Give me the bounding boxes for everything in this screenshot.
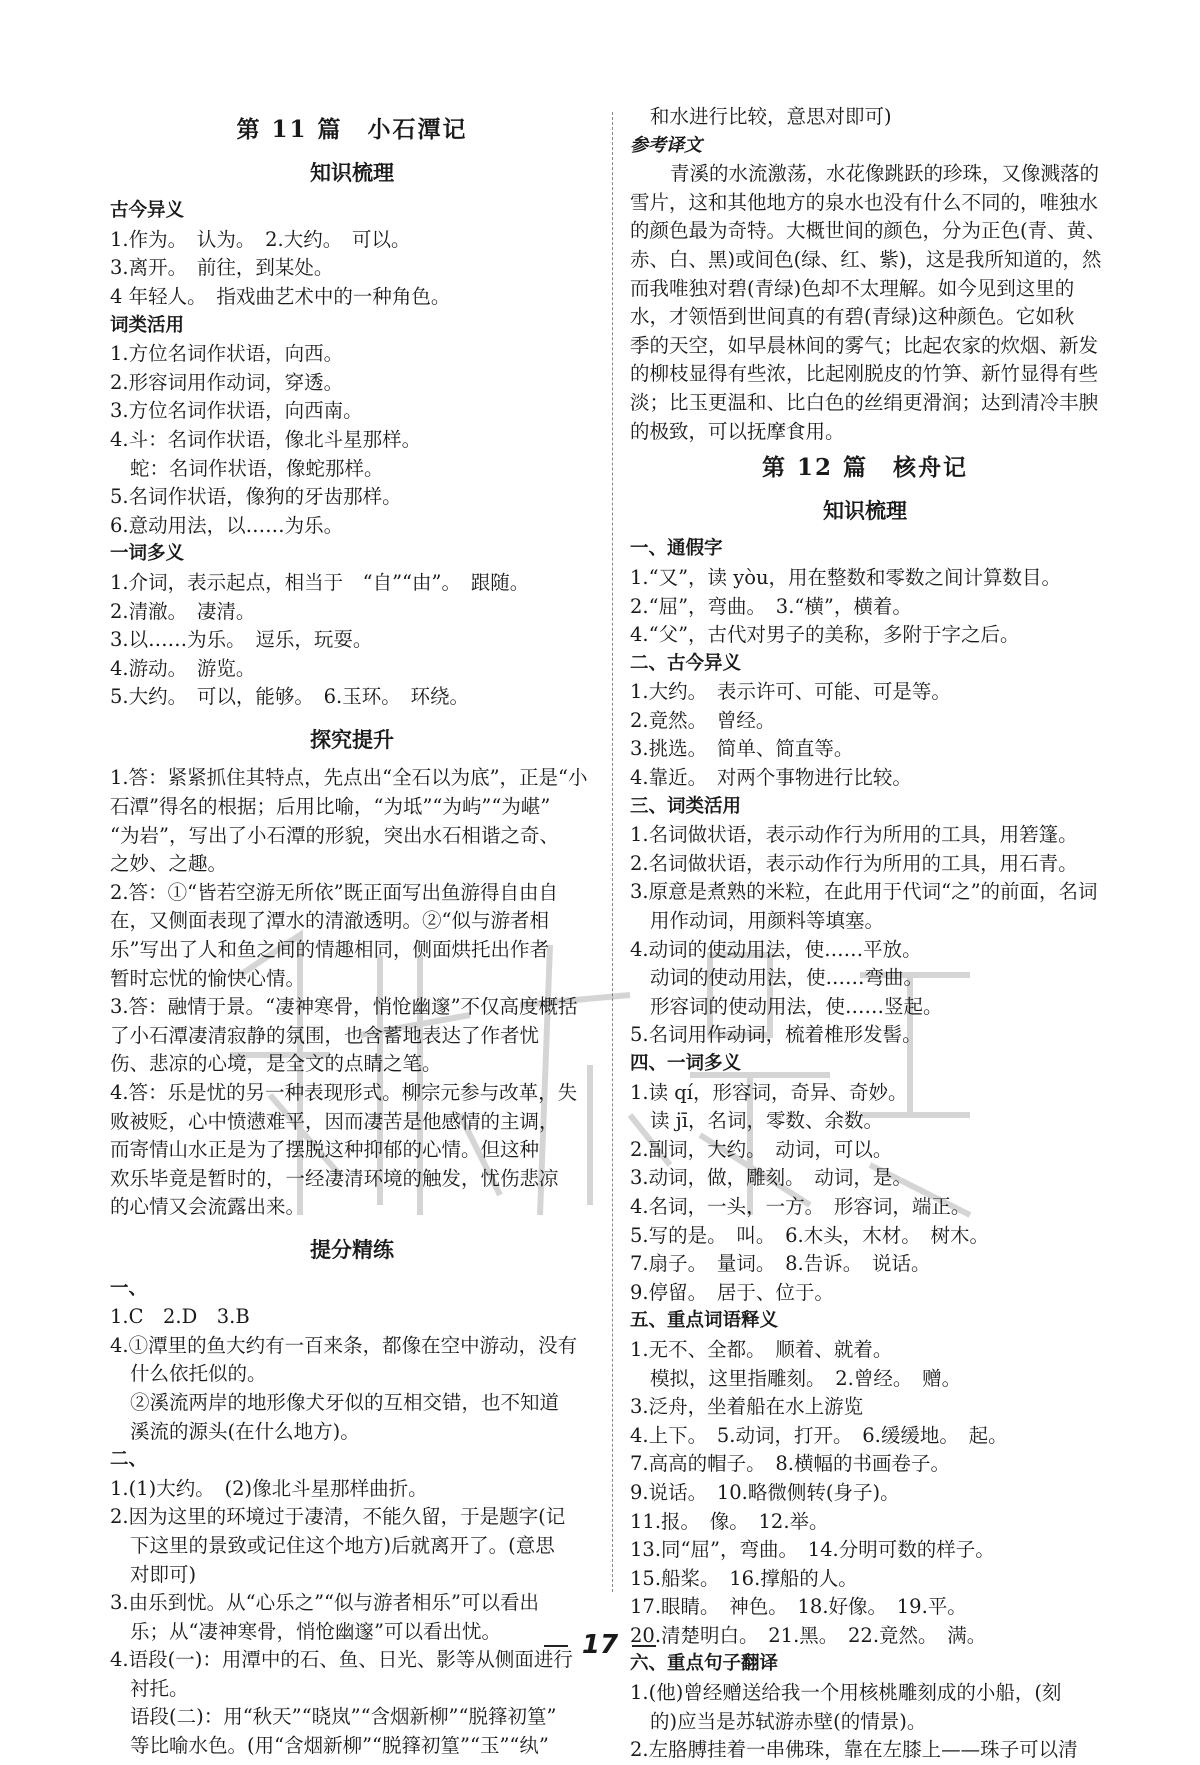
text-line: 7.扇子。 量词。 8.告诉。 说话。 [630, 1252, 931, 1276]
text-line: “为岩”，写出了小石潭的形貌，突出水石相谐之奇、 [110, 823, 559, 847]
text-line: 4.“父”，古代对男子的美称，多附于字之后。 [630, 623, 1020, 647]
text-line: 3.答：融情于景。“凄神寒骨，悄怆幽邃”不仅高度概括 [110, 995, 578, 1019]
text-line: 对即可) [130, 1562, 197, 1586]
text-line: 2.竟然。 曾经。 [630, 708, 776, 732]
text-line: 1.大约。 表示许可、可能、可是等。 [630, 680, 951, 704]
text-line: 季的天空，如早晨林间的雾气；比起农家的炊烟、新发 [630, 333, 1099, 357]
text-line: 4.动词的使动用法，使……平放。 [630, 937, 922, 961]
column-divider [612, 112, 613, 1592]
text-line: 2.名词做状语，表示动作行为所用的工具，用石青。 [630, 851, 1078, 875]
text-line: 2.“屈”，弯曲。 3.“横”，横着。 [630, 594, 912, 618]
heading-part-1: 一、 [110, 1277, 148, 1299]
text-line: 败被贬，心中愤懑难平，因而凄苦是他感情的主调， [110, 1109, 559, 1133]
text-line: 5.写的是。 叫。 6.木头，木材。 树木。 [630, 1223, 989, 1247]
text-line: 乐；从“凄神寒骨，悄怆幽邃”可以看出忧。 [130, 1619, 501, 1643]
text-line: 衬托。 [130, 1676, 189, 1700]
text-line: 9.停留。 居于、位于。 [630, 1280, 834, 1304]
text-line: 石潭”得名的根据；后用比喻，“为坻”“为屿”“为嵁” [110, 795, 551, 819]
section-knowledge-12: 知识梳理 [823, 498, 907, 523]
text-line: 1.C 2.D 3.B [110, 1305, 250, 1329]
text-line: 5.名词作状语，像狗的牙齿那样。 [110, 485, 402, 509]
text-line: ②溪流两岸的地形像犬牙似的互相交错，也不知道 [130, 1390, 560, 1414]
text-line: 什么依托似的。 [130, 1362, 267, 1386]
text-line: 溪流的源头(在什么地方)。 [130, 1419, 360, 1443]
text-line: 的颜色最为奇特。大概世间的颜色，分为正色(青、黄、 [630, 219, 1106, 243]
heading-key-words: 五、重点词语释义 [630, 1310, 779, 1332]
text-line: 1.“又”，读 yòu，用在整数和零数之间计算数目。 [630, 565, 1062, 589]
text-line: 2.副词，大约。 动词，可以。 [630, 1137, 893, 1161]
text-line: 1.名词做状语，表示动作行为所用的工具，用箬篷。 [630, 823, 1078, 847]
text-line: 5.名词用作动词，梳着椎形发髻。 [630, 1023, 922, 1047]
text-line: 了小石潭凄清寂静的氛围，也含蓄地表达了作者忧 [110, 1023, 540, 1047]
heading-key-sentences: 六、重点句子翻译 [630, 1653, 779, 1675]
page-number-text: 17 [581, 1630, 619, 1660]
text-line: 1.作为。 认为。 2.大约。 可以。 [110, 227, 411, 251]
text-line: 3.挑选。 简单、简直等。 [630, 737, 854, 761]
section-knowledge-11: 知识梳理 [310, 160, 394, 185]
text-line: 3.原意是煮熟的米粒，在此用于代词“之”的前面，名词 [630, 880, 1098, 904]
page-number-dash-left [544, 1645, 568, 1647]
text-line: 3.离开。 前往，到某处。 [110, 256, 334, 280]
heading-gujin-12: 二、古今异义 [630, 652, 742, 674]
section-practice: 提分精练 [310, 1237, 394, 1262]
text-line: 3.方位名词作状语，向西南。 [110, 399, 363, 423]
text-line: 3.动词，做，雕刻。 动词，是。 [630, 1166, 912, 1190]
text-line: 7.高高的帽子。 8.横幅的书画卷子。 [630, 1452, 950, 1476]
text-line: 4.游动。 游览。 [110, 656, 256, 680]
heading-cilei-11: 词类活用 [110, 314, 185, 336]
text-line: 淡；比玉更温和、比白色的丝绢更滑润；达到清冷丰腴 [630, 390, 1099, 414]
text-line: 之妙、之趣。 [110, 852, 228, 876]
page-number [0, 1630, 1200, 1660]
heading-tongjia: 一、通假字 [630, 538, 723, 560]
text-line: 5.大约。 可以，能够。 6.玉环。 环绕。 [110, 685, 469, 709]
text-line: 的极致，可以抚摩食用。 [630, 419, 845, 443]
text-line: 4 年轻人。 指戏曲艺术中的一种角色。 [110, 284, 451, 308]
right-column [630, 103, 1106, 1765]
text-line: 1.答：紧紧抓住其特点，先点出“全石以为底”，正是“小 [110, 766, 588, 790]
text-line: 下这里的景致或记住这个地方)后就离开了。(意思 [130, 1533, 555, 1557]
left-column [110, 108, 594, 1761]
heading-part-2: 二、 [110, 1449, 148, 1471]
text-line: 3.由乐到忧。从“心乐之”“似与游者相乐”可以看出 [110, 1591, 539, 1615]
text-line: 乐”写出了人和鱼之间的情趣相同，侧面烘托出作者 [110, 938, 549, 962]
text-line: 在，又侧面表现了潭水的清澈透明。②“似与游者相 [110, 909, 549, 933]
section-explore: 探究提升 [310, 727, 394, 752]
text-line: 9.说话。 10.略微侧转(身子)。 [630, 1480, 900, 1504]
heading-gujin-11: 古今异义 [110, 200, 185, 222]
text-line: 1.(他)曾经赠送给我一个用核桃雕刻成的小船，(刻 [630, 1681, 1062, 1705]
text-line: 模拟，这里指雕刻。 2.曾经。 赠。 [650, 1366, 962, 1390]
lesson-11-title: 第 11 篇 小石潭记 [236, 116, 468, 143]
page-number-dash-right [632, 1645, 656, 1647]
text-line: 3.以……为乐。 逗乐，玩耍。 [110, 628, 373, 652]
text-line: 的柳枝显得有些浓，比起刚脱皮的竹笋、新竹显得有些 [630, 362, 1099, 386]
text-line: 11.报。 像。 12.举。 [630, 1509, 829, 1533]
text-line: 17.眼睛。 神色。 18.好像。 19.平。 [630, 1595, 967, 1619]
text-line: 用作动词，用颜料等填塞。 [650, 909, 885, 933]
text-line: 15.船桨。 16.撑船的人。 [630, 1566, 858, 1590]
text-line: 4.名词，一头，一方。 形容词，端正。 [630, 1194, 971, 1218]
heading-yici-11: 一词多义 [110, 543, 185, 565]
text-line: 4.答：乐是忧的另一种表现形式。柳宗元参与改革，失 [110, 1081, 578, 1104]
text-line: 青溪的水流激荡，水花像跳跃的珍珠，又像溅落的 [670, 162, 1100, 186]
lesson-12-title: 第 12 篇 核舟记 [761, 454, 969, 482]
text-line: 欢乐毕竟是暂时的，一经凄清环境的触发，忧伤悲凉 [110, 1166, 559, 1190]
text-line: 4.靠近。 对两个事物进行比较。 [630, 766, 912, 790]
text-line: 4.斗：名词作状语，像北斗星那样。 [110, 427, 422, 451]
text-line: 1.(1)大约。 (2)像北斗星那样曲折。 [110, 1476, 428, 1500]
text-line: 2.因为这里的环境过于凄清，不能久留，于是题字(记 [110, 1505, 566, 1529]
text-line: 赤、白、黑)或间色(绿、红、紫)，这是我所知道的，然 [630, 247, 1102, 271]
text-line: 形容词的使动用法，使……竖起。 [650, 994, 943, 1018]
text-line: 4.上下。 5.动词，打开。 6.缓缓地。 起。 [630, 1423, 1008, 1447]
text-line: 而我唯独对碧(青绿)色却不太理解。如今见到这里的 [630, 276, 1075, 300]
text-line: 而寄情山水正是为了摆脱这种抑郁的心情。但这种 [110, 1138, 540, 1162]
text-line: 3.泛舟，坐着船在水上游览 [630, 1395, 864, 1419]
text-line: 语段(二)：用“秋天”“晓岚”“含烟新柳”“脱箨初篁” [130, 1705, 557, 1729]
text-line: 2.答：①“皆若空游无所依”既正面写出鱼游得自由自 [110, 880, 559, 904]
text-line: 1.方位名词作状语，向西。 [110, 342, 344, 366]
text-line: 6.意动用法，以……为乐。 [110, 513, 344, 537]
text-line: 4.语段(一)：用潭中的石、鱼、日光、影等从侧面进行 [110, 1648, 573, 1672]
text-line: 伤、悲凉的心境，是全文的点睛之笔。 [110, 1052, 442, 1076]
text-line: 等比喻水色。(用“含烟新柳”“脱箨初篁”“玉”“纨” [130, 1734, 549, 1758]
text-line: 和水进行比较，意思对即可) [650, 105, 892, 128]
text-line: 2.清澈。 凄清。 [110, 599, 256, 623]
text-line: 13.同“屈”，弯曲。 14.分明可数的样子。 [630, 1538, 995, 1562]
heading-yici-12: 四、一词多义 [630, 1053, 742, 1074]
heading-translation: 参考译文 [630, 134, 702, 156]
text-line: 雪片，这和其他地方的泉水也没有什么不同的，唯独水 [630, 190, 1099, 214]
text-line: 1.无不、全都。 顺着、就着。 [630, 1337, 893, 1361]
text-line: 1.介词，表示起点，相当于 “自”“由”。 跟随。 [110, 570, 530, 594]
text-line: 水，才领悟到世间真的有碧(青绿)这种颜色。它如秋 [630, 305, 1075, 329]
text-line: 20.清楚明白。 21.黑。 22.竟然。 满。 [630, 1623, 987, 1647]
text-line: 蛇：名词作状语，像蛇那样。 [130, 456, 384, 480]
text-line: 的心情又会流露出来。 [110, 1195, 306, 1219]
text-line: 的)应当是苏轼游赤壁(的情景)。 [650, 1709, 927, 1733]
text-line: 暂时忘忧的愉快心情。 [110, 966, 306, 990]
text-line: 1.读 qí，形容词，奇异、奇妙。 [630, 1080, 908, 1104]
text-line: 4.①潭里的鱼大约有一百来条，都像在空中游动，没有 [110, 1333, 578, 1357]
text-line: 动词的使动用法，使……弯曲。 [650, 966, 924, 990]
text-line: 读 jī，名词，零数、余数。 [650, 1109, 883, 1133]
text-line: 2.形容词用作动词，穿透。 [110, 370, 344, 394]
heading-cilei-12: 三、词类活用 [630, 795, 742, 817]
text-line: 2.左胳膊挂着一串佛珠，靠在左膝上——珠子可以清 [630, 1738, 1078, 1762]
